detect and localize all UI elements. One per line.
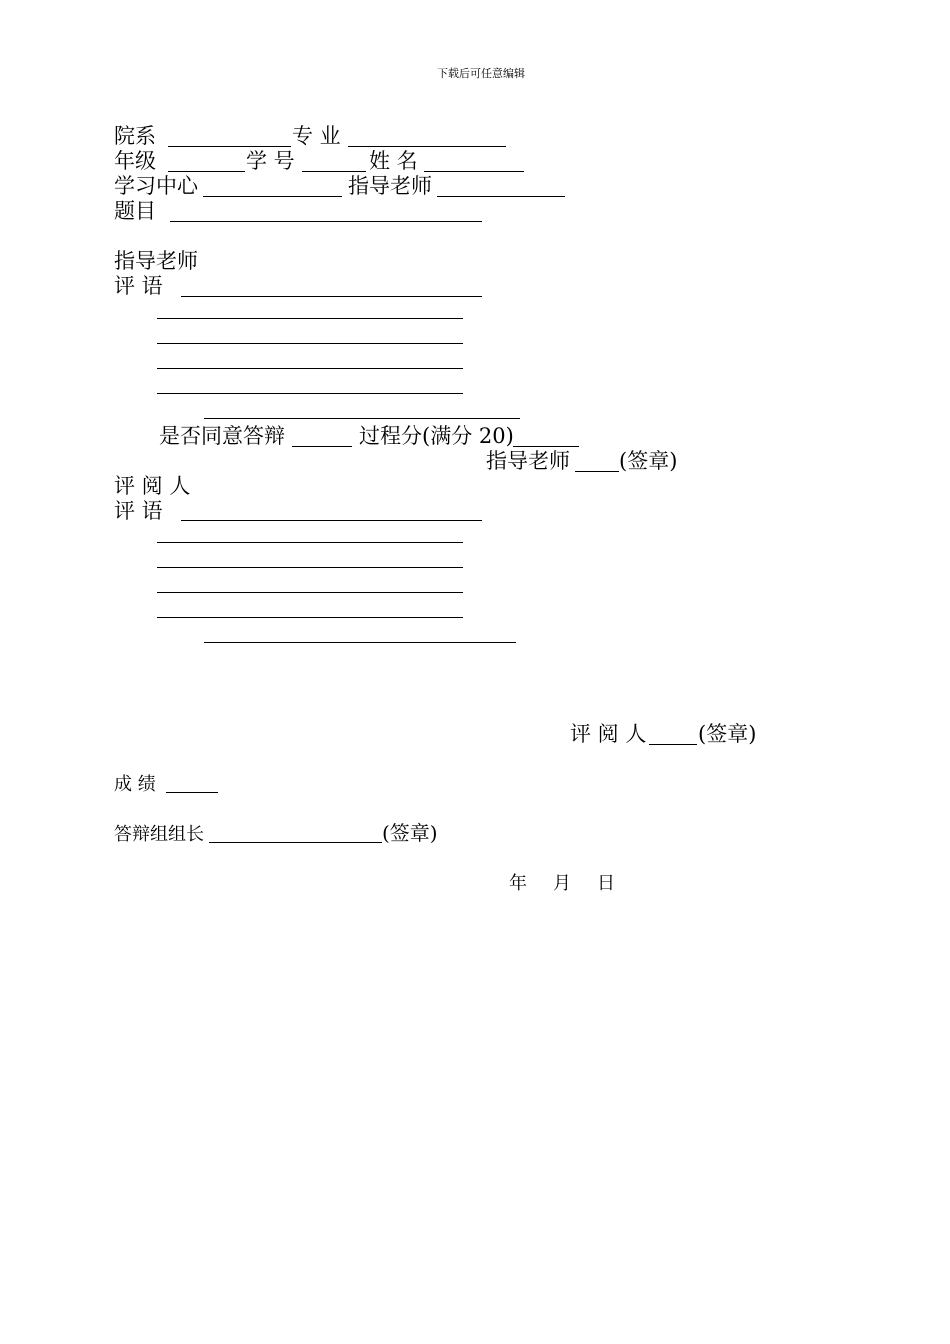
learning-center-label: 学习中心 (114, 174, 198, 198)
advisor-comment-line[interactable] (157, 368, 463, 369)
student-no-label: 学 号 (246, 149, 295, 173)
date-year: 年 (509, 873, 527, 894)
final-grade-field[interactable] (166, 792, 218, 793)
advisor-heading: 指导老师 (114, 249, 198, 273)
reviewer-sign-field[interactable] (649, 744, 697, 745)
topic-field[interactable] (170, 221, 482, 222)
reviewer-comment-line[interactable] (157, 567, 463, 568)
advisor-comment-line[interactable] (157, 318, 463, 319)
advisor-sign-field[interactable] (575, 471, 619, 472)
reviewer-sign-suffix: (签章) (698, 722, 757, 746)
advisor-comment-line[interactable] (157, 343, 463, 344)
advisor-comment-label: 评 语 (114, 274, 163, 298)
student-no-field[interactable] (302, 171, 366, 172)
defense-leader-field[interactable] (209, 842, 382, 843)
advisor-label: 指导老师 (348, 174, 432, 198)
advisor-sign-suffix: (签章) (619, 449, 678, 473)
process-score-field[interactable] (513, 446, 579, 447)
grade-level-field[interactable] (168, 171, 245, 172)
department-label: 院系 (114, 124, 156, 148)
final-grade-label: 成 绩 (114, 774, 156, 795)
name-field[interactable] (424, 171, 524, 172)
reviewer-comment-line[interactable] (157, 617, 463, 618)
topic-label: 题目 (114, 199, 156, 223)
defense-sign-suffix: (签章) (382, 821, 438, 845)
reviewer-heading: 评 阅 人 (114, 474, 191, 498)
reviewer-comment-line[interactable] (157, 542, 463, 543)
agree-defense-field[interactable] (292, 446, 352, 447)
date-day: 日 (597, 873, 615, 894)
major-label: 专 业 (292, 124, 341, 148)
reviewer-comment-line[interactable] (204, 642, 516, 643)
advisor-field[interactable] (437, 196, 565, 197)
grade-level-label: 年级 (114, 149, 156, 173)
advisor-comment-line[interactable] (181, 296, 482, 297)
name-label: 姓 名 (369, 149, 418, 173)
learning-center-field[interactable] (203, 196, 342, 197)
page-header: 下载后可任意编辑 (437, 67, 525, 80)
advisor-comment-line[interactable] (204, 418, 520, 419)
agree-defense-label: 是否同意答辩 (159, 424, 285, 448)
reviewer-comment-line[interactable] (181, 520, 482, 521)
date-month: 月 (553, 873, 571, 894)
advisor-comment-line[interactable] (157, 393, 463, 394)
advisor-sign-label: 指导老师 (486, 449, 570, 473)
defense-leader-label: 答辩组组长 (114, 824, 204, 845)
reviewer-comment-line[interactable] (157, 592, 463, 593)
process-score-label: 过程分(满分 20) (359, 424, 514, 448)
department-field[interactable] (168, 146, 291, 147)
reviewer-sign-label: 评 阅 人 (570, 722, 647, 746)
major-field[interactable] (348, 146, 506, 147)
reviewer-comment-label: 评 语 (114, 499, 163, 523)
